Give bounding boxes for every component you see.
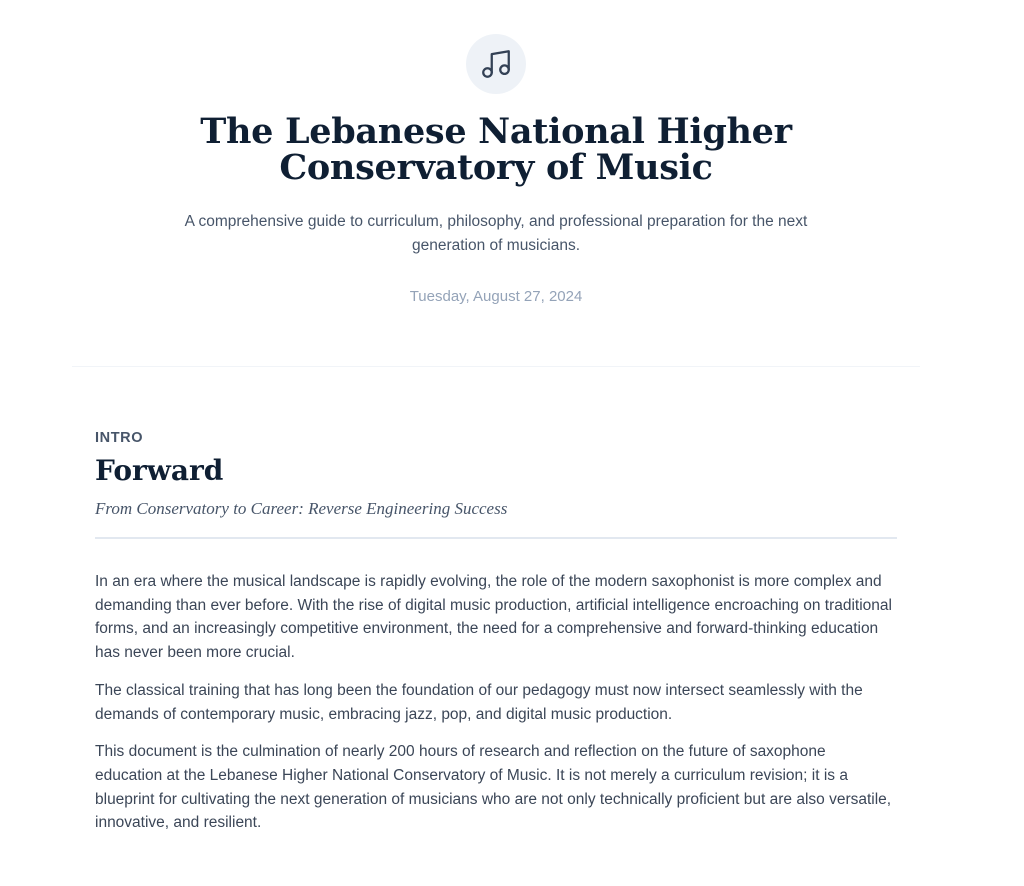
section-divider	[95, 537, 897, 539]
header-divider	[72, 366, 920, 367]
body-paragraph: This document is the culmination of nearly 200 hours of research and reflection on the future of saxophone education at the Lebanese Higher National Conservatory of Music. It is not merely a curriculum revision; it is a blueprint for cultivating the next generation of musicians who are not only technically proficient but are also versatile, innovative, and resilient.	[95, 743, 892, 832]
section-body	[95, 570, 897, 835]
page-title: The Lebanese National Higher Conservatory of Music	[200, 111, 792, 188]
music-note-icon	[479, 47, 513, 81]
body-paragraph: In an era where the musical landscape is rapidly evolving, the role of the modern saxophonist is more complex and demanding than ever before. With the rise of digital music production, artificial intelligence encroaching on traditional forms, and an increasingly competitive environment, the need for a comprehensive and forward-thinking education has never been more crucial.	[95, 573, 892, 662]
section-eyebrow: INTRO	[95, 430, 144, 446]
page-subtitle: A comprehensive guide to curriculum, philosophy, and professional preparation for the next generation of musicians.	[184, 213, 808, 254]
publication-date: Tuesday, August 27, 2024	[409, 288, 583, 305]
intro-section	[95, 428, 897, 849]
section-subtitle: From Conservatory to Career: Reverse Engineering Success	[95, 499, 508, 518]
logo-badge	[466, 34, 526, 94]
body-paragraph: The classical training that has long been the foundation of our pedagogy must now intersect seamlessly with the demands of contemporary music, embracing jazz, pop, and digital music production.	[95, 681, 863, 723]
section-title: Forward	[95, 454, 224, 487]
